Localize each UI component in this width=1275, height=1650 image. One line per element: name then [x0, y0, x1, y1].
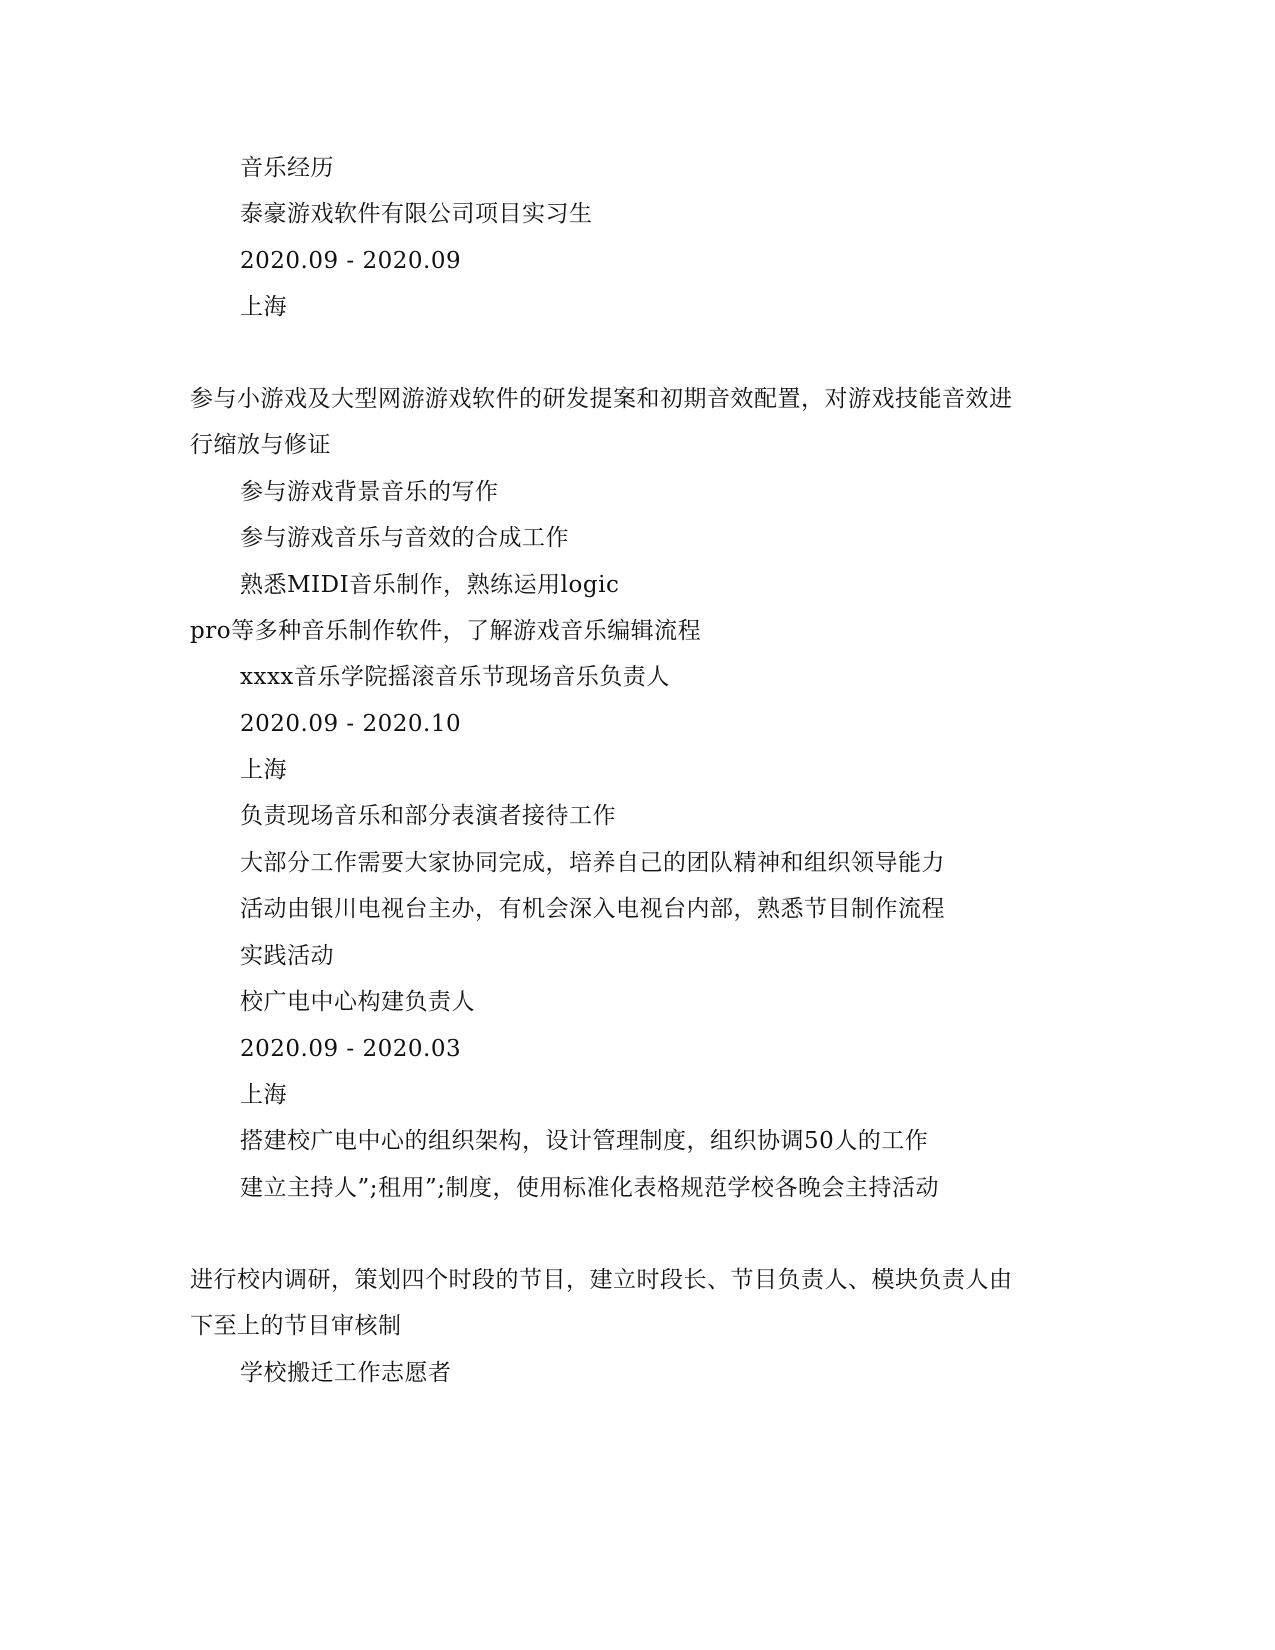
bullet-text: 参与游戏音乐与音效的合成工作	[240, 525, 569, 551]
paragraph-line: 行缩放与修证	[190, 432, 331, 458]
bullet-text: 搭建校广电中心的组织架构，设计管理制度，组织协调50人的工作	[240, 1128, 929, 1154]
date-range: 2020.09 - 2020.03	[240, 1036, 462, 1062]
bullet-text: 熟悉MIDI音乐制作，熟练运用logic	[240, 572, 620, 598]
job-title: 学校搬迁工作志愿者	[240, 1360, 452, 1386]
paragraph-line: pro等多种音乐制作软件，了解游戏音乐编辑流程	[190, 618, 702, 644]
bullet-text: 负责现场音乐和部分表演者接待工作	[240, 803, 616, 829]
location: 上海	[240, 1082, 287, 1108]
job-title: 校广电中心构建负责人	[240, 989, 475, 1015]
bullet-text: 建立主持人”;租用”;制度，使用标准化表格规范学校各晚会主持活动	[240, 1175, 940, 1201]
section-heading-practice: 实践活动	[240, 943, 334, 969]
paragraph-line: 进行校内调研，策划四个时段的节目，建立时段长、节目负责人、模块负责人由	[190, 1267, 1013, 1293]
location: 上海	[240, 294, 287, 320]
date-range: 2020.09 - 2020.09	[240, 248, 462, 274]
date-range: 2020.09 - 2020.10	[240, 711, 462, 737]
bullet-text: 参与游戏背景音乐的写作	[240, 479, 499, 505]
paragraph-line: 下至上的节目审核制	[190, 1313, 402, 1339]
location: 上海	[240, 757, 287, 783]
bullet-text: 大部分工作需要大家协同完成，培养自己的团队精神和组织领导能力	[240, 850, 945, 876]
job-title: xxxx音乐学院摇滚音乐节现场音乐负责人	[240, 664, 670, 690]
job-title: 泰豪游戏软件有限公司项目实习生	[240, 201, 593, 227]
paragraph-line: 参与小游戏及大型网游游戏软件的研发提案和初期音效配置，对游戏技能音效进	[190, 386, 1013, 412]
section-heading-music-experience: 音乐经历	[240, 155, 334, 181]
bullet-text: 活动由银川电视台主办，有机会深入电视台内部，熟悉节目制作流程	[240, 896, 945, 922]
